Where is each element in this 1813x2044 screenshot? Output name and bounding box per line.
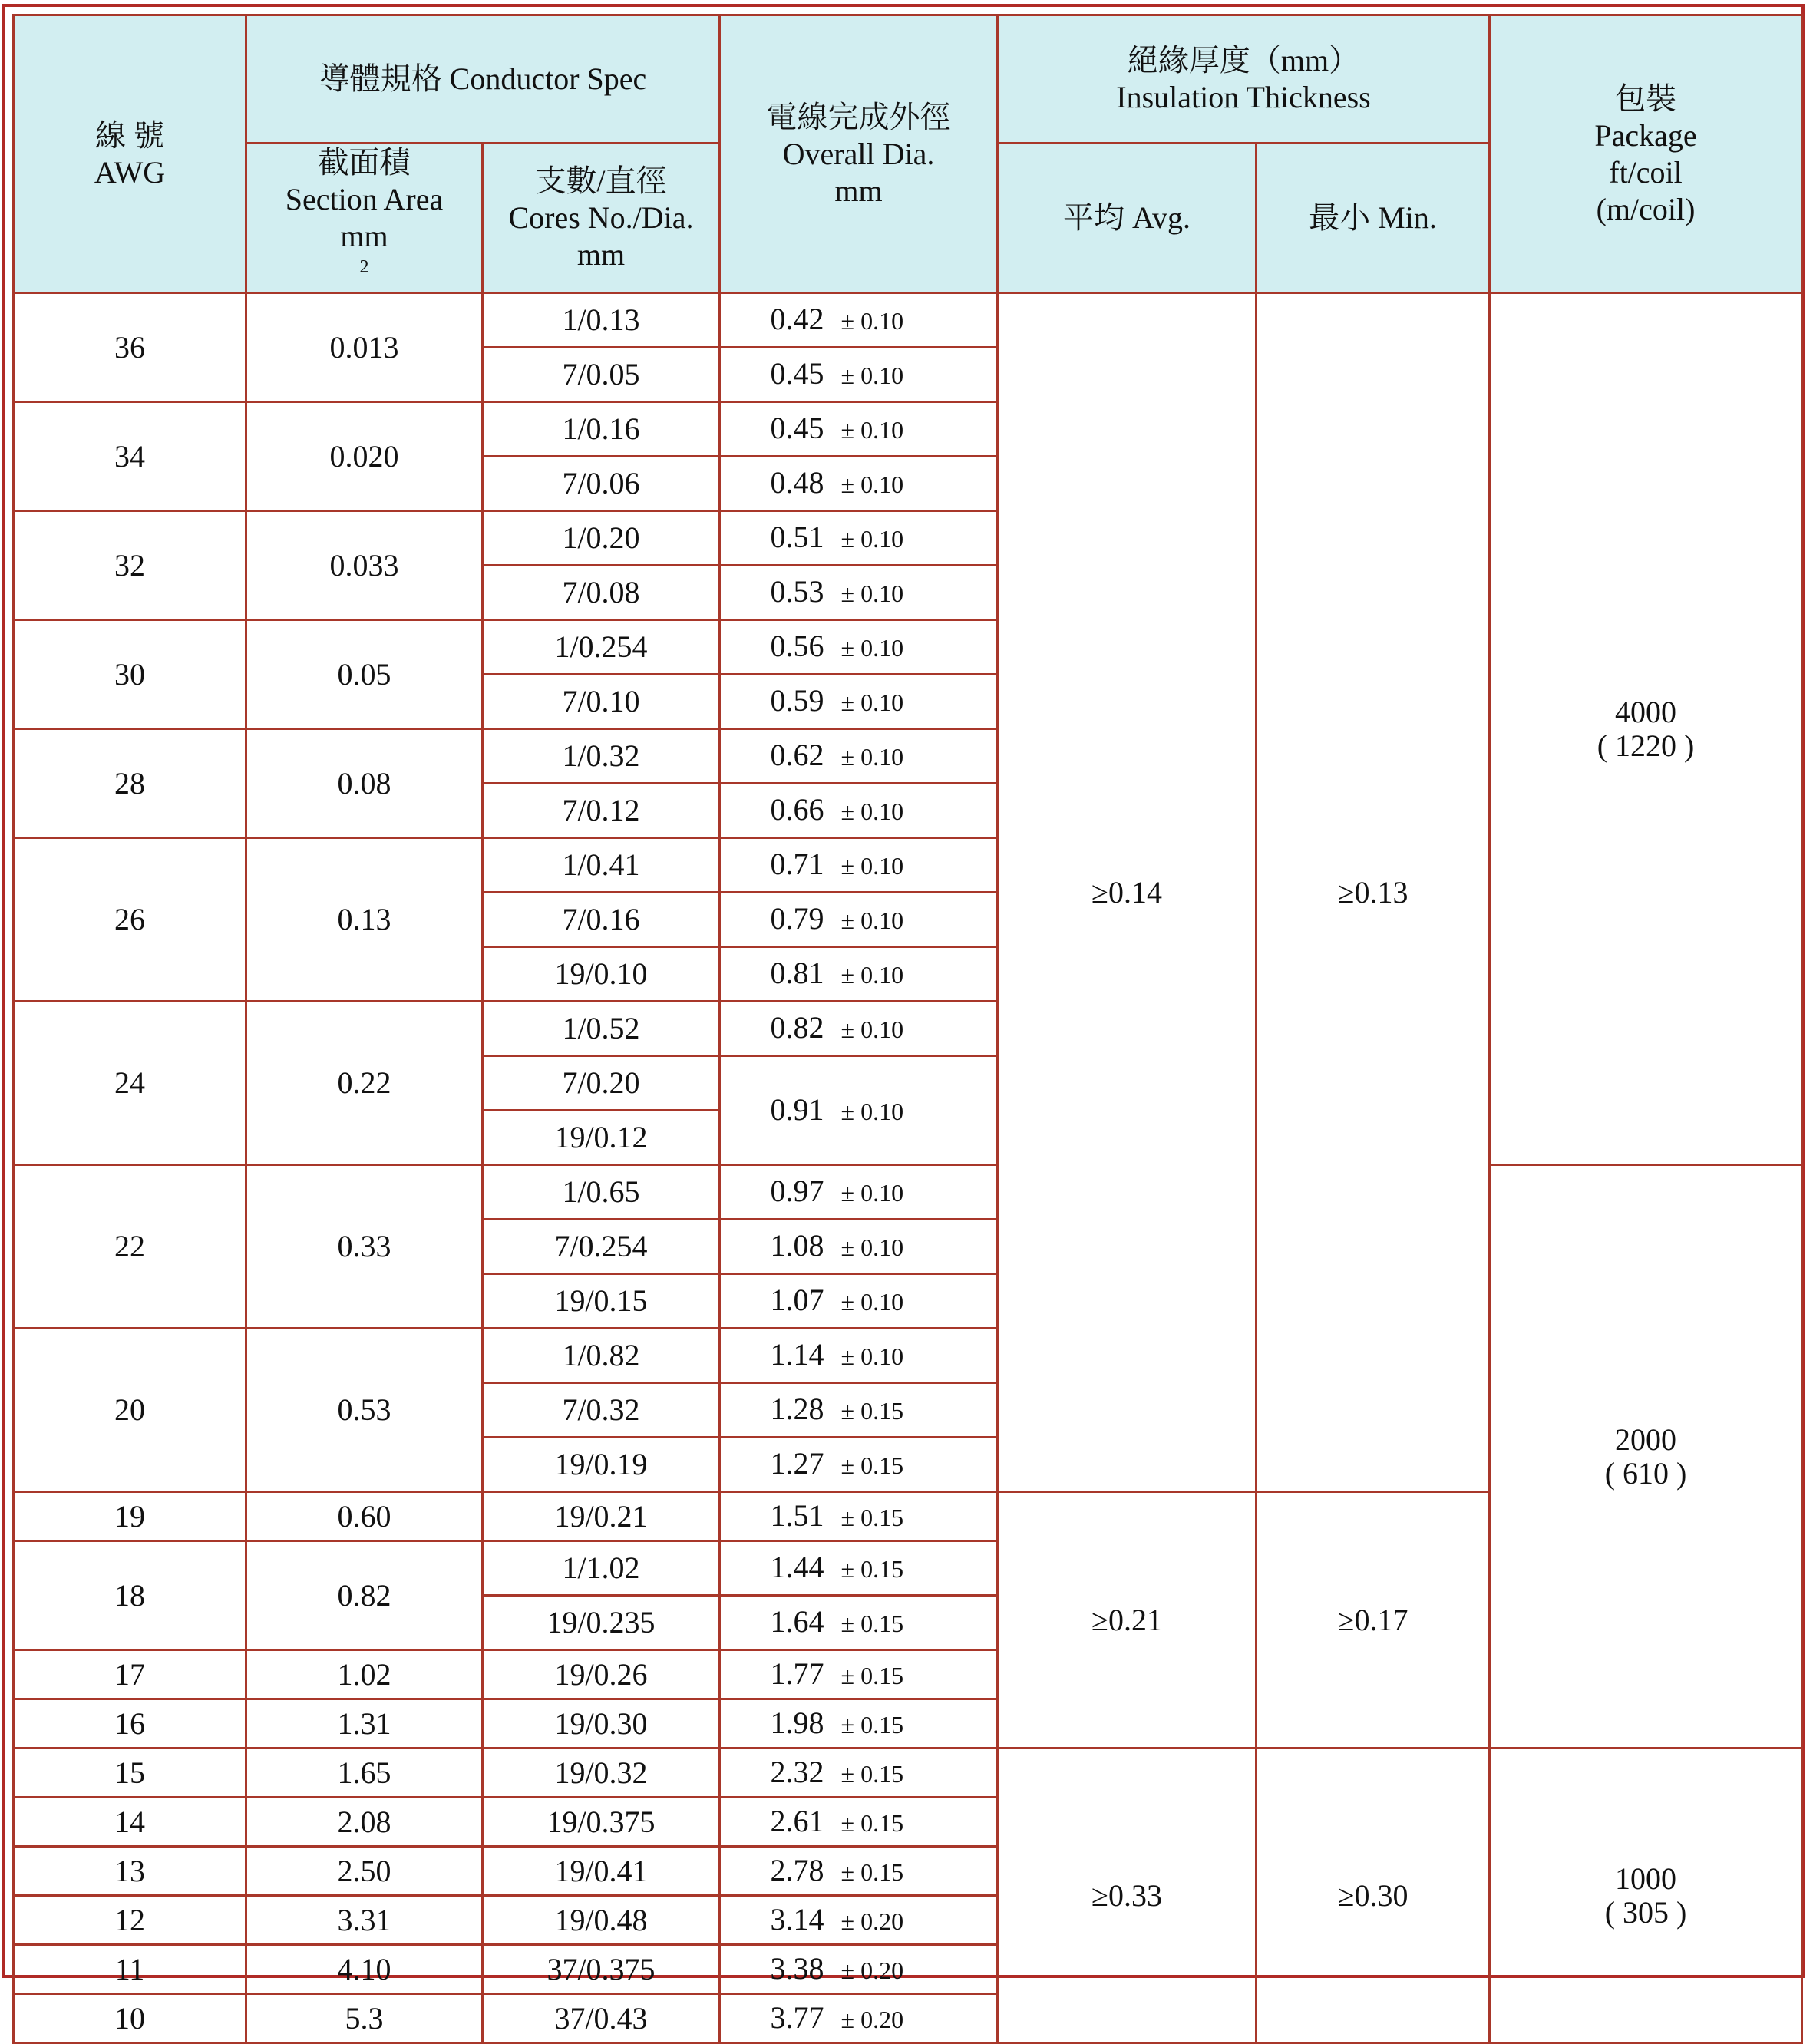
dia-value: 0.62: [770, 738, 824, 772]
dia-value: 3.14: [770, 1901, 824, 1937]
dia-value: 3.38: [770, 1950, 824, 1986]
cores-cell: 19/0.375: [483, 1798, 720, 1847]
overall-dia-cell: [720, 566, 998, 620]
awg-cell: 13: [14, 1847, 246, 1896]
table-row: [14, 293, 1802, 348]
cores-cell: 1/0.41: [483, 838, 720, 893]
awg-cell: 16: [14, 1699, 246, 1748]
overall-dia-cell: [720, 348, 998, 402]
insulation-min-cell: ≥0.30: [1257, 1748, 1490, 2043]
section-area-cell: 0.82: [246, 1541, 483, 1650]
package-cell: [1490, 1748, 1802, 2043]
dia-tolerance: ± 0.20: [840, 1956, 904, 1984]
col-min-header: 最小 Min.: [1257, 144, 1490, 293]
awg-cell: 11: [14, 1945, 246, 1994]
section-area-cell: 2.08: [246, 1798, 483, 1847]
cores-cell: 7/0.16: [483, 893, 720, 947]
overall-dia-cell: [720, 1650, 998, 1699]
overall-dia-cell: [720, 1274, 998, 1329]
wire-spec-table: [12, 14, 1803, 2044]
dia-value: 1.51: [770, 1498, 824, 1533]
overall-dia-cell: [720, 675, 998, 729]
cores-cell: 7/0.254: [483, 1220, 720, 1274]
overall-dia-cell: [720, 1220, 998, 1274]
package-ft: 1000: [1615, 1861, 1677, 1896]
overall-dia-cell: [720, 1994, 998, 2043]
overall-dia-cell: [720, 838, 998, 893]
overall-dia-cell: [720, 1002, 998, 1056]
awg-cell: 14: [14, 1798, 246, 1847]
cores-cell: 7/0.10: [483, 675, 720, 729]
awg-cell: 17: [14, 1650, 246, 1699]
cores-cell: 1/0.13: [483, 293, 720, 348]
dia-tolerance: ± 0.15: [840, 1610, 904, 1637]
cores-cell: 7/0.06: [483, 457, 720, 511]
overall-dia-cell: [720, 1699, 998, 1748]
dia-tolerance: ± 0.10: [840, 797, 904, 825]
insulation-avg-cell: ≥0.14: [998, 293, 1257, 1492]
dia-tolerance: ± 0.10: [840, 1342, 904, 1370]
overall-dia-cell: [720, 1798, 998, 1847]
col-awg-header: 線 號 AWG: [14, 15, 246, 293]
cores-cell: 19/0.15: [483, 1274, 720, 1329]
awg-cell: 34: [14, 402, 246, 511]
dia-tolerance: ± 0.15: [840, 1397, 904, 1425]
dia-tolerance: ± 0.10: [840, 525, 904, 553]
overall-dia-cell: [720, 293, 998, 348]
section-area-cell: 2.50: [246, 1847, 483, 1896]
dia-tolerance: ± 0.10: [840, 471, 904, 498]
overall-dia-cell: [720, 1945, 998, 1994]
awg-cell: 30: [14, 620, 246, 729]
section-area-cell: 0.22: [246, 1002, 483, 1165]
cores-cell: 19/0.26: [483, 1650, 720, 1699]
dia-tolerance: ± 0.10: [840, 906, 904, 934]
dia-value: 1.77: [770, 1656, 824, 1691]
overall-dia-cell: [720, 1847, 998, 1896]
dia-tolerance: ± 0.10: [840, 1233, 904, 1261]
cores-cell: 1/0.32: [483, 729, 720, 784]
dia-value: 1.14: [770, 1337, 824, 1372]
awg-cell: 15: [14, 1748, 246, 1798]
overall-dia-cell: [720, 1748, 998, 1798]
awg-cell: 26: [14, 838, 246, 1002]
package-ft: 2000: [1615, 1422, 1677, 1457]
dia-value: 1.44: [770, 1550, 824, 1584]
cores-cell: 7/0.05: [483, 348, 720, 402]
section-area-cell: 5.3: [246, 1994, 483, 2043]
dia-tolerance: ± 0.15: [840, 1857, 904, 1886]
cores-cell: 19/0.30: [483, 1699, 720, 1748]
section-area-cell: 0.53: [246, 1329, 483, 1492]
col-insulation-header: 絕緣厚度（mm） Insulation Thickness: [998, 15, 1490, 144]
cores-cell: 19/0.48: [483, 1896, 720, 1945]
dia-value: 1.07: [770, 1283, 824, 1317]
dia-tolerance: ± 0.10: [840, 362, 904, 389]
table-row: [14, 1748, 1802, 1798]
dia-value: 0.82: [770, 1010, 824, 1045]
dia-value: 0.71: [770, 847, 824, 881]
col-avg-header: 平均 Avg.: [998, 144, 1257, 293]
overall-dia-cell: [720, 1438, 998, 1492]
insulation-min-cell: ≥0.13: [1257, 293, 1490, 1492]
overall-dia-cell: [720, 1492, 998, 1541]
section-area-cell: 0.020: [246, 402, 483, 511]
dia-value: 1.28: [770, 1392, 824, 1426]
dia-tolerance: ± 0.15: [840, 1661, 904, 1689]
col-conductor-header: 導體規格 Conductor Spec: [246, 15, 720, 144]
overall-dia-cell: [720, 947, 998, 1002]
dia-tolerance: ± 0.10: [840, 580, 904, 607]
section-area-cell: 1.02: [246, 1650, 483, 1699]
cores-cell: 19/0.235: [483, 1596, 720, 1650]
cores-cell: 19/0.19: [483, 1438, 720, 1492]
dia-value: 2.78: [770, 1852, 824, 1887]
overall-dia-cell: [720, 784, 998, 838]
cores-cell: 37/0.43: [483, 1994, 720, 2043]
cores-cell: 19/0.32: [483, 1748, 720, 1798]
section-area-cell: 0.013: [246, 293, 483, 402]
cores-cell: 19/0.12: [483, 1111, 720, 1165]
package-m: ( 1220 ): [1597, 728, 1695, 763]
dia-tolerance: ± 0.15: [840, 1451, 904, 1479]
dia-tolerance: ± 0.10: [840, 688, 904, 716]
overall-dia-cell: [720, 893, 998, 947]
awg-cell: 10: [14, 1994, 246, 2043]
dia-tolerance: ± 0.10: [840, 416, 904, 444]
package-cell: [1490, 293, 1802, 1165]
section-area-cell: 0.33: [246, 1165, 483, 1329]
cores-cell: 7/0.32: [483, 1383, 720, 1438]
dia-tolerance: ± 0.15: [840, 1555, 904, 1583]
dia-value: 1.08: [770, 1228, 824, 1263]
cores-cell: 7/0.08: [483, 566, 720, 620]
awg-cell: 22: [14, 1165, 246, 1329]
dia-tolerance: ± 0.10: [840, 1015, 904, 1043]
dia-tolerance: ± 0.10: [840, 852, 904, 880]
cores-cell: 19/0.10: [483, 947, 720, 1002]
overall-dia-cell: [720, 1896, 998, 1945]
overall-dia-cell: [720, 1383, 998, 1438]
dia-tolerance: ± 0.10: [840, 961, 904, 989]
dia-value: 0.79: [770, 901, 824, 936]
section-area-cell: 0.033: [246, 511, 483, 620]
table-row: [14, 1165, 1802, 1220]
dia-tolerance: ± 0.10: [840, 307, 904, 335]
overall-dia-cell: [720, 1541, 998, 1596]
cores-cell: 19/0.21: [483, 1492, 720, 1541]
dia-tolerance: ± 0.15: [840, 1503, 904, 1531]
dia-value: 1.98: [770, 1705, 824, 1740]
dia-value: 0.45: [770, 356, 824, 391]
section-area-cell: 4.10: [246, 1945, 483, 1994]
col-overall-header: 電線完成外徑 Overall Dia. mm: [720, 15, 998, 293]
dia-tolerance: ± 0.10: [840, 1288, 904, 1316]
cores-cell: 7/0.12: [483, 784, 720, 838]
cores-cell: 1/0.254: [483, 620, 720, 675]
dia-value: 3.77: [770, 1999, 824, 2035]
awg-cell: 28: [14, 729, 246, 838]
section-area-cell: 0.60: [246, 1492, 483, 1541]
overall-dia-cell: [720, 402, 998, 457]
dia-value: 0.59: [770, 683, 824, 718]
package-m: ( 610 ): [1604, 1455, 1687, 1491]
dia-tolerance: ± 0.10: [840, 634, 904, 662]
insulation-avg-cell: ≥0.21: [998, 1492, 1257, 1748]
package-m: ( 305 ): [1604, 1894, 1687, 1930]
dia-tolerance: ± 0.15: [840, 1759, 904, 1788]
dia-tolerance: ± 0.10: [840, 1179, 904, 1207]
col-section-area-header: 截面積 Section Area mm $^2$: [246, 144, 483, 293]
dia-value: 0.97: [770, 1174, 824, 1208]
insulation-min-cell: ≥0.17: [1257, 1492, 1490, 1748]
overall-dia-cell: [720, 1165, 998, 1220]
cores-cell: 1/0.16: [483, 402, 720, 457]
awg-cell: 32: [14, 511, 246, 620]
awg-cell: 24: [14, 1002, 246, 1165]
dia-value: 0.66: [770, 792, 824, 827]
section-area-cell: 0.05: [246, 620, 483, 729]
cores-cell: 7/0.20: [483, 1056, 720, 1111]
dia-value: 0.48: [770, 465, 824, 500]
dia-value: 0.42: [770, 302, 824, 336]
dia-value: 0.56: [770, 629, 824, 663]
section-area-cell: 0.13: [246, 838, 483, 1002]
cores-cell: 19/0.41: [483, 1847, 720, 1896]
awg-cell: 19: [14, 1492, 246, 1541]
overall-dia-cell: [720, 1596, 998, 1650]
dia-value: 0.91: [770, 1091, 824, 1127]
insulation-avg-cell: ≥0.33: [998, 1748, 1257, 2043]
dia-tolerance: ± 0.15: [840, 1710, 904, 1739]
overall-dia-cell: [720, 1056, 998, 1165]
section-area-cell: 0.08: [246, 729, 483, 838]
overall-dia-cell: [720, 457, 998, 511]
dia-value: 1.64: [770, 1604, 824, 1639]
col-package-header: 包裝 Package ft/coil (m/coil): [1490, 15, 1802, 293]
awg-cell: 36: [14, 293, 246, 402]
dia-value: 0.51: [770, 520, 824, 554]
overall-dia-cell: [720, 729, 998, 784]
awg-cell: 20: [14, 1329, 246, 1492]
dia-value: 2.32: [770, 1754, 824, 1789]
cores-cell: 1/0.65: [483, 1165, 720, 1220]
package-ft: 4000: [1615, 694, 1677, 729]
section-area-cell: 1.65: [246, 1748, 483, 1798]
overall-dia-cell: [720, 1329, 998, 1383]
cores-cell: 1/0.52: [483, 1002, 720, 1056]
overall-dia-cell: [720, 511, 998, 566]
dia-tolerance: ± 0.15: [840, 1808, 904, 1837]
awg-cell: 18: [14, 1541, 246, 1650]
cores-cell: 1/1.02: [483, 1541, 720, 1596]
dia-tolerance: ± 0.20: [840, 2005, 904, 2033]
dia-tolerance: ± 0.20: [840, 1907, 904, 1935]
section-area-cell: 3.31: [246, 1896, 483, 1945]
dia-tolerance: ± 0.10: [840, 743, 904, 771]
dia-value: 1.27: [770, 1446, 824, 1481]
package-cell: [1490, 1165, 1802, 1748]
cores-cell: 1/0.82: [483, 1329, 720, 1383]
col-cores-header: 支數/直徑 Cores No./Dia. mm: [483, 144, 720, 293]
dia-value: 2.61: [770, 1803, 824, 1838]
overall-dia-cell: [720, 620, 998, 675]
section-area-cell: 1.31: [246, 1699, 483, 1748]
cores-cell: 37/0.375: [483, 1945, 720, 1994]
dia-value: 0.53: [770, 574, 824, 609]
dia-value: 0.81: [770, 956, 824, 990]
dia-tolerance: ± 0.10: [840, 1097, 904, 1125]
cores-cell: 1/0.20: [483, 511, 720, 566]
awg-cell: 12: [14, 1896, 246, 1945]
dia-value: 0.45: [770, 411, 824, 445]
